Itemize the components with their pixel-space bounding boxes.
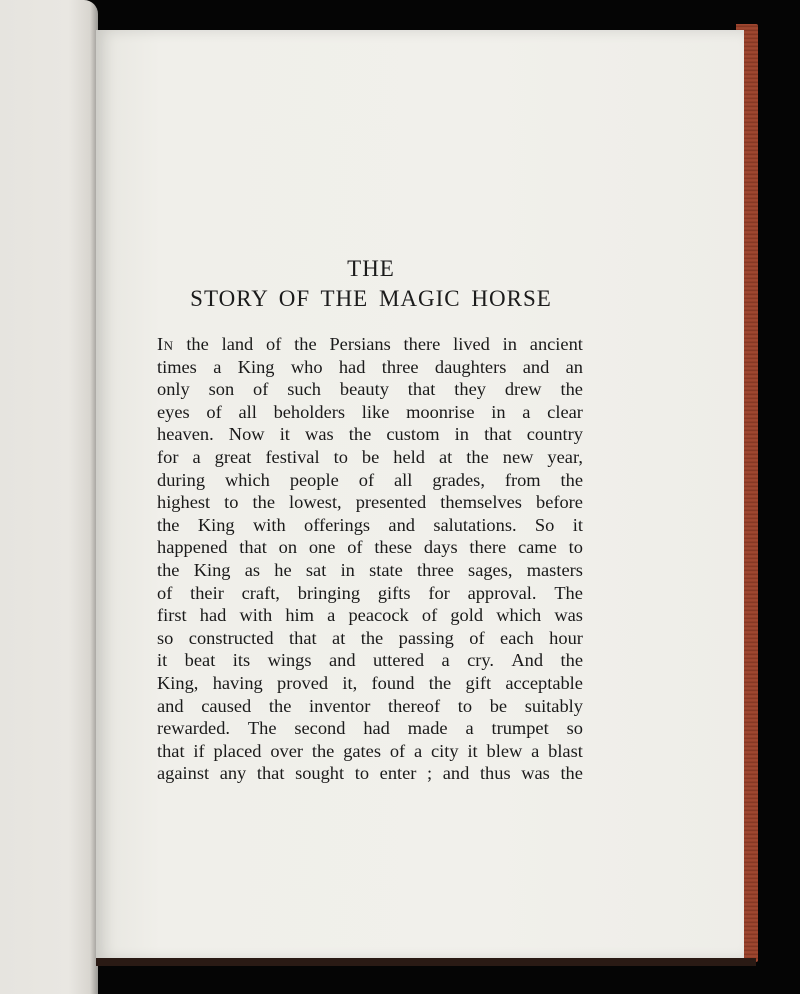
text-line: King, having proved it, found the gift acceptable [157,672,583,693]
text-line: rewarded. The second had made a trumpet so [157,718,583,739]
text-line: In the land of the Persians there lived in ancient [157,334,583,354]
text-line: so constructed that at the passing of each hour [157,627,583,648]
text-line: only son of such beauty that they drew the [157,379,583,400]
cover-bottom-edge [96,958,756,966]
text-line: heaven. Now it was the custom in that country [157,424,583,445]
text-line: eyes of all beholders like moonrise in a clear [157,401,583,422]
text-line: during which people of all grades, from the [157,469,583,490]
text-line: that if placed over the gates of a city it blew a blast [157,740,583,761]
title-line-1: THE [347,256,395,281]
text-line: of their craft, bringing gifts for approval. The [157,582,583,603]
left-page-edge [0,0,98,994]
text-line: for a great festival to be held at the new year, [157,446,583,467]
title-line-2: STORY OF THE MAGIC HORSE [190,286,552,311]
text-line: first had with him a peacock of gold which was [157,605,583,626]
text-line: happened that on one of these days there came to [157,537,583,558]
text-line: highest to the lowest, presented themselves before [157,492,583,513]
text-line: the King with offerings and salutations. So it [157,514,583,535]
text-line: times a King who had three daughters and an [157,356,583,377]
text-line: the King as he sat in state three sages, masters [157,559,583,580]
text-line: it beat its wings and uttered a cry. And the [157,650,583,671]
story-text [157,333,583,785]
text-line: against any that sought to enter ; and thus was the [157,763,583,784]
text-line: and caused the inventor thereof to be suitably [157,695,583,716]
